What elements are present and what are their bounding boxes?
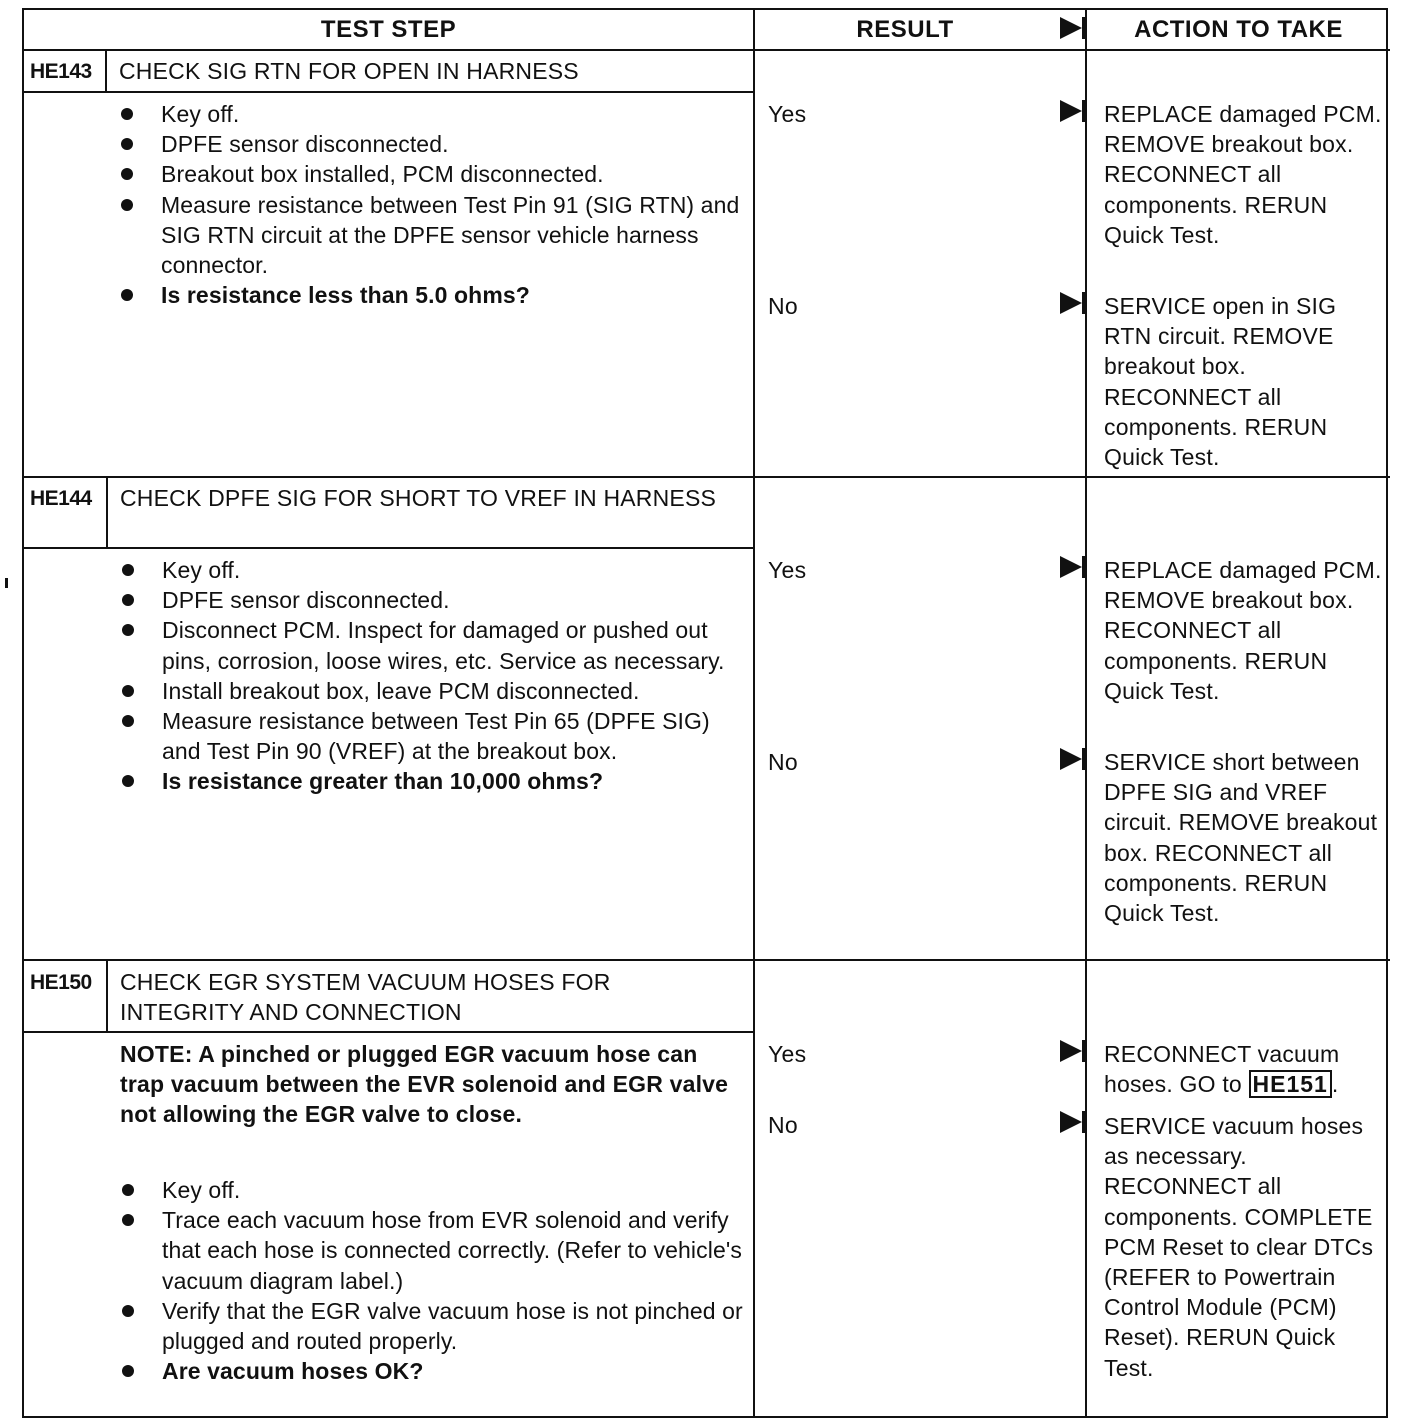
- list-item: Measure resistance between Test Pin 65 (DPFE SIG) and Test Pin 90 (VREF) at the breakout box.: [120, 706, 750, 766]
- header-test-step: TEST STEP: [320, 16, 457, 43]
- step-title: CHECK EGR SYSTEM VACUUM HOSES FOR INTEGRITY AND CONNECTION: [120, 969, 611, 1025]
- action-no: SERVICE vacuum hoses as necessary. RECONNECT all components. COMPLETE PCM Reset to clear DTCs (REFER to Powertrain Control Module (PCM) Reset). RERUN Quick Test.: [1104, 1113, 1374, 1381]
- result-arrow-icon: [1060, 1111, 1082, 1133]
- step-title: CHECK DPFE SIG FOR SHORT TO VREF IN HARNESS: [120, 485, 717, 511]
- header-rule: [24, 49, 1390, 51]
- step-question: Is resistance greater than 10,000 ohms?: [120, 766, 750, 796]
- step-checklist: [119, 99, 744, 310]
- step-note: NOTE: A pinched or plugged EGR vacuum hose can trap vacuum between the EVR solenoid and EGR valve not allowing the EGR valve to close.: [120, 1041, 729, 1128]
- step-code: HE143: [30, 60, 92, 83]
- column-divider-action: [1085, 10, 1087, 1416]
- list-item: Trace each vacuum hose from EVR solenoid and verify that each hose is connected correctly. (Refer to vehicle's vacuum diagram label.): [120, 1205, 750, 1296]
- step-code: HE144: [30, 487, 92, 510]
- action-yes: REPLACE damaged PCM. REMOVE breakout box. RECONNECT all components. RERUN Quick Test.: [1104, 557, 1382, 704]
- step-title-rule: [24, 547, 753, 549]
- list-item: Measure resistance between Test Pin 91 (SIG RTN) and SIG RTN circuit at the DPFE sensor vehicle harness connector.: [119, 190, 744, 281]
- result-yes: Yes: [768, 101, 807, 127]
- list-item: Disconnect PCM. Inspect for damaged or pushed out pins, corrosion, loose wires, etc. Service as necessary.: [120, 615, 750, 675]
- action-yes-text: RECONNECT vacuum hoses. GO to: [1104, 1041, 1340, 1098]
- action-no: SERVICE open in SIG RTN circuit. REMOVE breakout box. RECONNECT all components. RERUN Quick Test.: [1104, 293, 1337, 471]
- section-rule: [24, 959, 1390, 961]
- step-title: CHECK SIG RTN FOR OPEN IN HARNESS: [119, 58, 579, 84]
- section-rule: [24, 476, 1390, 478]
- result-arrow-icon: [1060, 1040, 1082, 1062]
- step-code-divider: [105, 50, 107, 92]
- list-item: Key off.: [120, 555, 750, 585]
- header-arrow-icon: [1060, 17, 1082, 39]
- header-result: RESULT: [856, 16, 954, 43]
- action-no: SERVICE short between DPFE SIG and VREF circuit. REMOVE breakout box. RECONNECT all components. RERUN Quick Test.: [1104, 749, 1378, 927]
- result-no: No: [768, 749, 799, 775]
- step-code-divider: [106, 477, 108, 548]
- step-code-divider: [106, 960, 108, 1032]
- result-arrow-icon: [1060, 748, 1082, 770]
- action-yes: [1104, 1039, 1389, 1099]
- step-question: Is resistance less than 5.0 ohms?: [119, 280, 744, 310]
- margin-tick-mark: [5, 578, 8, 588]
- list-item: DPFE sensor disconnected.: [119, 129, 744, 159]
- list-item: Key off.: [120, 1175, 750, 1205]
- list-item: Verify that the EGR valve vacuum hose is not pinched or plugged and routed properly.: [120, 1296, 750, 1356]
- action-yes: REPLACE damaged PCM. REMOVE breakout box. RECONNECT all components. RERUN Quick Test.: [1104, 101, 1382, 248]
- step-question: Are vacuum hoses OK?: [120, 1356, 750, 1386]
- list-item: Key off.: [119, 99, 744, 129]
- result-arrow-icon: [1060, 292, 1082, 314]
- diagnostic-test-table: [22, 8, 1388, 1418]
- result-arrow-icon: [1060, 556, 1082, 578]
- step-checklist: [120, 555, 750, 797]
- result-arrow-icon: [1060, 100, 1082, 122]
- step-code: HE150: [30, 971, 92, 994]
- column-divider-result: [753, 10, 755, 1416]
- result-no: No: [768, 293, 799, 319]
- goto-he151-link[interactable]: HE151: [1249, 1070, 1332, 1098]
- header-action-to-take: ACTION TO TAKE: [1134, 16, 1343, 43]
- action-yes-suffix: .: [1331, 1071, 1339, 1098]
- step-checklist: [120, 1175, 750, 1386]
- list-item: DPFE sensor disconnected.: [120, 585, 750, 615]
- list-item: Install breakout box, leave PCM disconnected.: [120, 676, 750, 706]
- step-title-rule: [24, 91, 753, 93]
- step-title-rule: [24, 1031, 753, 1033]
- result-no: No: [768, 1112, 799, 1138]
- result-yes: Yes: [768, 557, 807, 583]
- result-yes: Yes: [768, 1041, 807, 1067]
- list-item: Breakout box installed, PCM disconnected.: [119, 159, 744, 189]
